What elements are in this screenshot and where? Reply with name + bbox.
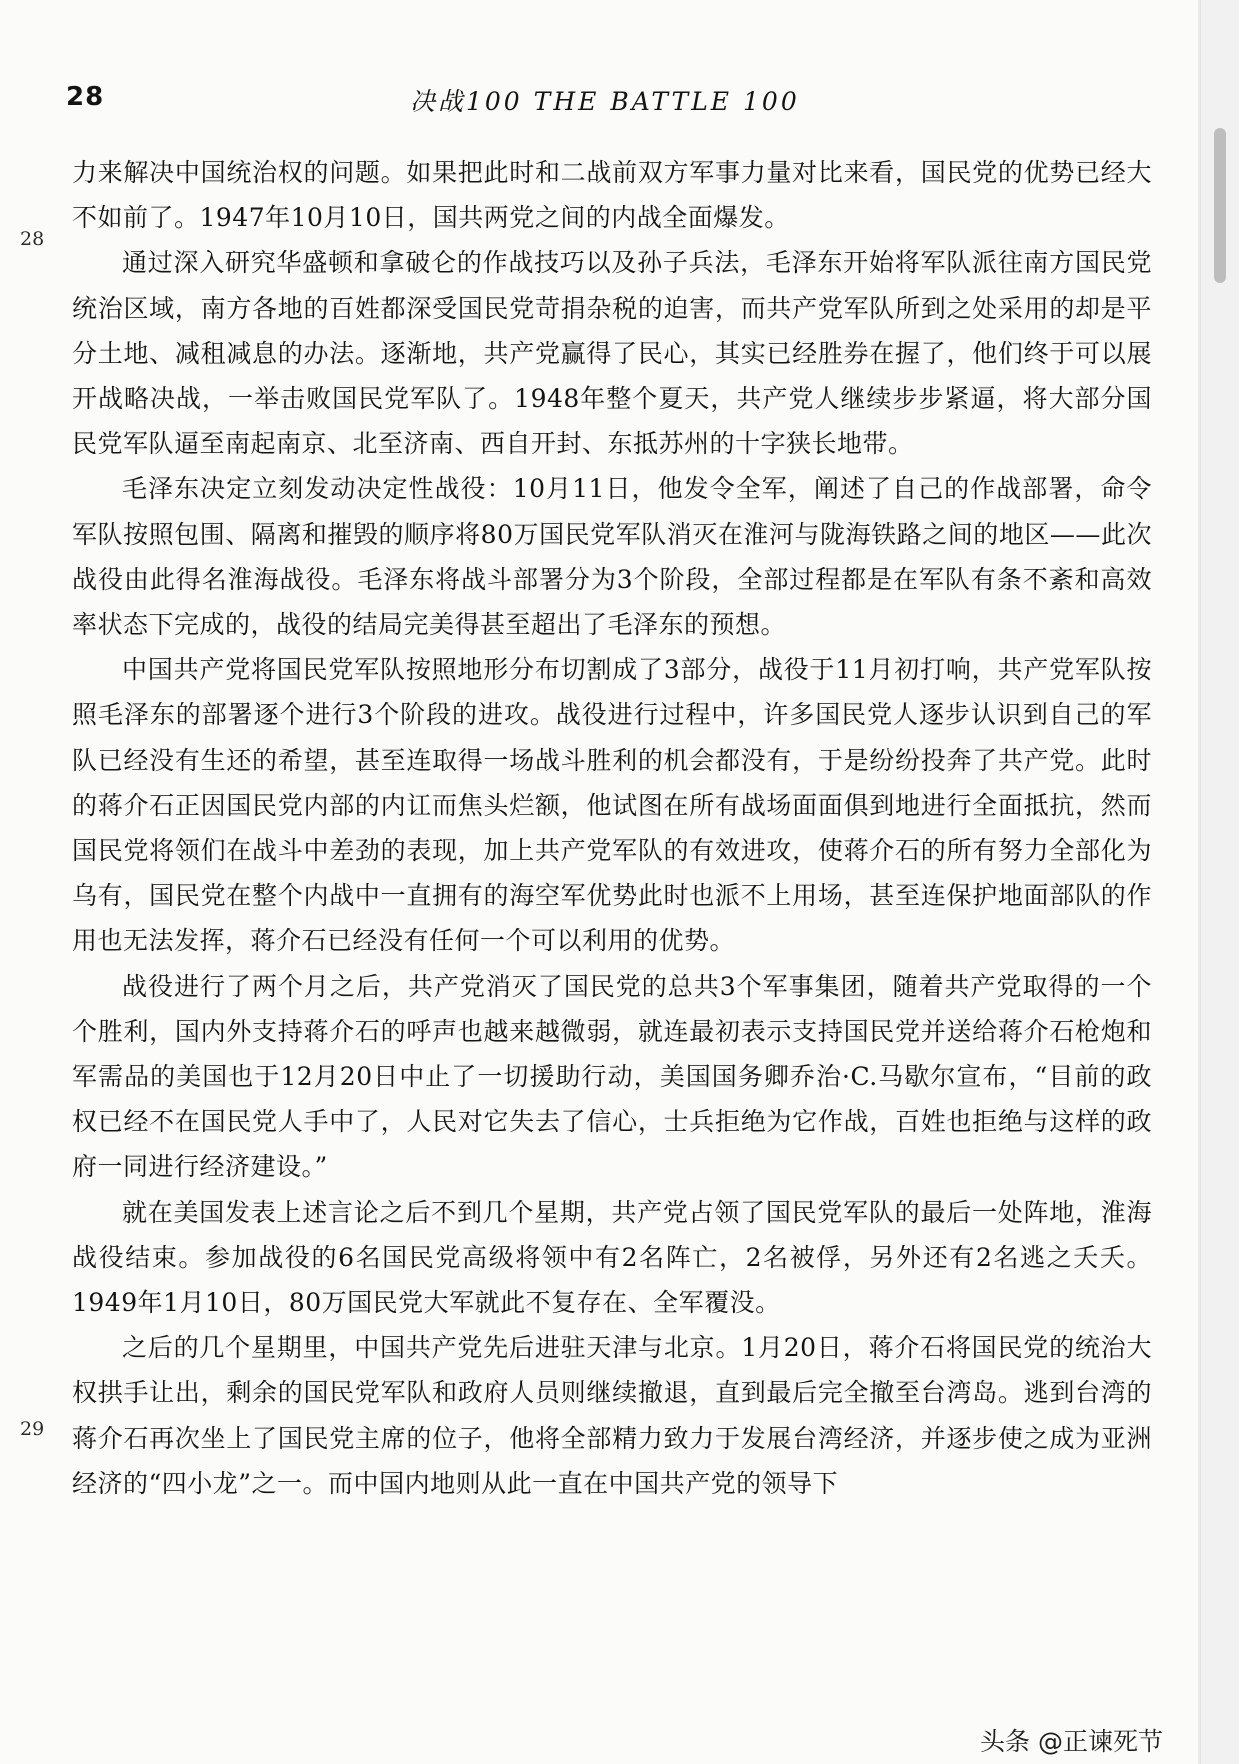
- paragraph: 战役进行了两个月之后，共产党消灭了国民党的总共3个军事集团，随着共产党取得的一个个胜利，国内外支持蒋介石的呼声也越来越微弱，就连最初表示支持国民党并送给蒋介石枪炮和军需品的美国也于12月20日中止了一切援助行动，美国国务卿乔治·C.马歇尔宣布，“目前的政权已经不在国民党人手中了，人民对它失去了信心，士兵拒绝为它作战，百姓也拒绝与这样的政府一同进行经济建设。”: [72, 971, 1152, 1182]
- page-number: 28: [66, 82, 105, 112]
- body-text: [72, 150, 1152, 1506]
- paragraph: 通过深入研究华盛顿和拿破仑的作战技巧以及孙子兵法，毛泽东开始将军队派往南方国民党统治区域，南方各地的百姓都深受国民党苛捐杂税的迫害，而共产党军队所到之处采用的却是平分土地、减租减息的办法。逐渐地，共产党赢得了民心，其实已经胜券在握了，他们终于可以展开战略决战，一举击败国民党军队了。1948年整个夏天，共产党人继续步步紧逼，将大部分国民党军队逼至南起南京、北至济南、西自开封、东抵苏州的十字狭长地带。: [72, 248, 1152, 459]
- margin-page-marker: 29: [20, 1418, 45, 1440]
- paragraph: 中国共产党将国民党军队按照地形分布切割成了3部分，战役于11月初打响，共产党军队按照毛泽东的部署逐个进行3个阶段的进攻。战役进行过程中，许多国民党人逐步认识到自己的军队已经没有生还的希望，甚至连取得一场战斗胜利的机会都没有，于是纷纷投奔了共产党。此时的蒋介石正因国民党内部的内讧而焦头烂额，他试图在所有战场面面俱到地进行全面抵抗，然而国民党将领们在战斗中差劲的表现，加上共产党军队的有效进攻，使蒋介石的所有努力全部化为乌有，国民党在整个内战中一直拥有的海空军优势此时也派不上用场，甚至连保护地面部队的作用也无法发挥，蒋介石已经没有任何一个可以利用的优势。: [72, 655, 1152, 956]
- scrollbar-thumb[interactable]: [1214, 128, 1226, 283]
- paragraph: 就在美国发表上述言论之后不到几个星期，共产党占领了国民党军队的最后一处阵地，淮海战役结束。参加战役的6名国民党高级将领中有2名阵亡，2名被俘，另外还有2名逃之夭夭。1949年1月10日，80万国民党大军就此不复存在、全军覆没。: [72, 1197, 1152, 1318]
- paragraph: 毛泽东决定立刻发动决定性战役：10月11日，他发令全军，阐述了自己的作战部署，命令军队按照包围、隔离和摧毁的顺序将80万国民党军队消灭在淮河与陇海铁路之间的地区——此次战役由此得名淮海战役。毛泽东将战斗部署分为3个阶段，全部过程都是在军队有条不紊和高效率状态下完成的，战役的结局完美得甚至超出了毛泽东的预想。: [72, 474, 1152, 640]
- watermark: 头条 @正谏死节: [980, 1727, 1163, 1756]
- paragraph: 之后的几个星期里，中国共产党先后进驻天津与北京。1月20日，蒋介石将国民党的统治大权拱手让出，剩余的国民党军队和政府人员则继续撤退，直到最后完全撤至台湾岛。逃到台湾的蒋介石再次坐上了国民党主席的位子，他将全部精力致力于发展台湾经济，并逐步使之成为亚洲经济的“四小龙”之一。而中国内地则从此一直在中国共产党的领导下: [72, 1333, 1152, 1498]
- running-title: 决战100 THE BATTLE 100: [410, 87, 800, 116]
- margin-page-marker: 28: [20, 228, 45, 250]
- paragraph: 力来解决中国统治权的问题。如果把此时和二战前双方军事力量对比来看，国民党的优势已经大不如前了。1947年10月10日，国共两党之间的内战全面爆发。: [72, 158, 1152, 233]
